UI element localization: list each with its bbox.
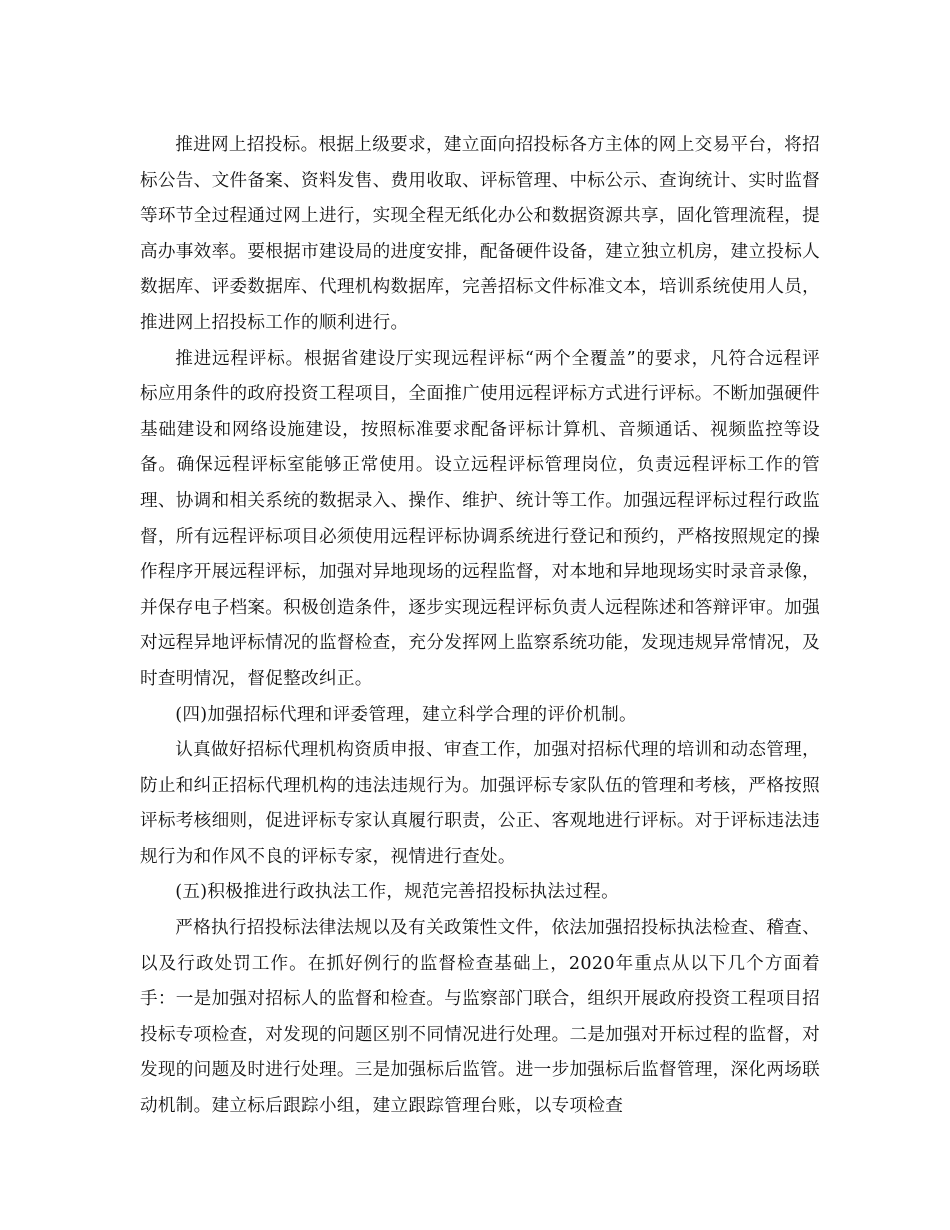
paragraph-law-enforcement: 严格执行招投标法律法规以及有关政策性文件，依法加强招投标执法检查、稽查、以及行政处罚工作。在抓好例行的监督检查基础上，2020年重点从以下几个方面着手：一是加强对招标人的监督和检查。与监察部门联合，组织开展政府投资工程项目招投标专项检查，对发现的问题区别不同情况进行处理。二是加强对开标过程的监督，对发现的问题及时进行处理。三是加强标后监管。进一步加强标后监督管理，深化两场联动机制。建立标后跟踪小组，建立跟踪管理台账，以专项检查 — [140, 918, 820, 1117]
section-heading-4: (四)加强招标代理和评委管理，建立科学合理的评价机制。 — [175, 704, 637, 725]
paragraph-online-bidding: 推进网上招投标。根据上级要求，建立面向招投标各方主体的网上交易平台，将招标公告、文件备案、资料发售、费用收取、评标管理、中标公示、查询统计、实时监督等环节全过程通过网上进行，实现全程无纸化办公和数据资源共享，固化管理流程，提高办事效率。要根据市建设局的进度安排，配备硬件设备，建立独立机房，建立投标人数据库、评委数据库、代理机构数据库，完善招标文件标准文本，培训系统使用人员，推进网上招投标工作的顺利进行。 — [140, 135, 820, 333]
paragraph-remote-evaluation: 推进远程评标。根据省建设厅实现远程评标“两个全覆盖”的要求，凡符合远程评标应用条件的政府投资工程项目，全面推广使用远程评标方式进行评标。不断加强硬件基础建设和网络设施建设，按照标准要求配备评标计算机、音频通话、视频监控等设备。确保远程评标室能够正常使用。设立远程评标管理岗位，负责远程评标工作的管理、协调和相关系统的数据录入、操作、维护、统计等工作。加强远程评标过程行政监督，所有远程评标项目必须使用远程评标协调系统进行登记和预约，严格按照规定的操作程序开展远程评标，加强对异地现场的远程监督，对本地和异地现场实时录音录像，并保存电子档案。积极创造条件，逐步实现远程评标负责人远程陈述和答辩评审。加强对远程异地评标情况的监督检查，充分发挥网上监察系统功能，发现违规异常情况，及时查明情况，督促整改纠正。 — [140, 348, 820, 689]
paragraph-agency-management: 认真做好招标代理机构资质申报、审查工作，加强对招标代理的培训和动态管理，防止和纠正招标代理机构的违法违规行为。加强评标专家队伍的管理和考核，严格按照评标考核细则，促进评标专家认真履行职责，公正、客观地进行评标。对于评标违法违规行为和作风不良的评标专家，视情进行查处。 — [140, 740, 820, 867]
document-page — [140, 128, 820, 1125]
section-heading-5: (五)积极推进行政执法工作，规范完善招投标执法过程。 — [175, 882, 619, 903]
